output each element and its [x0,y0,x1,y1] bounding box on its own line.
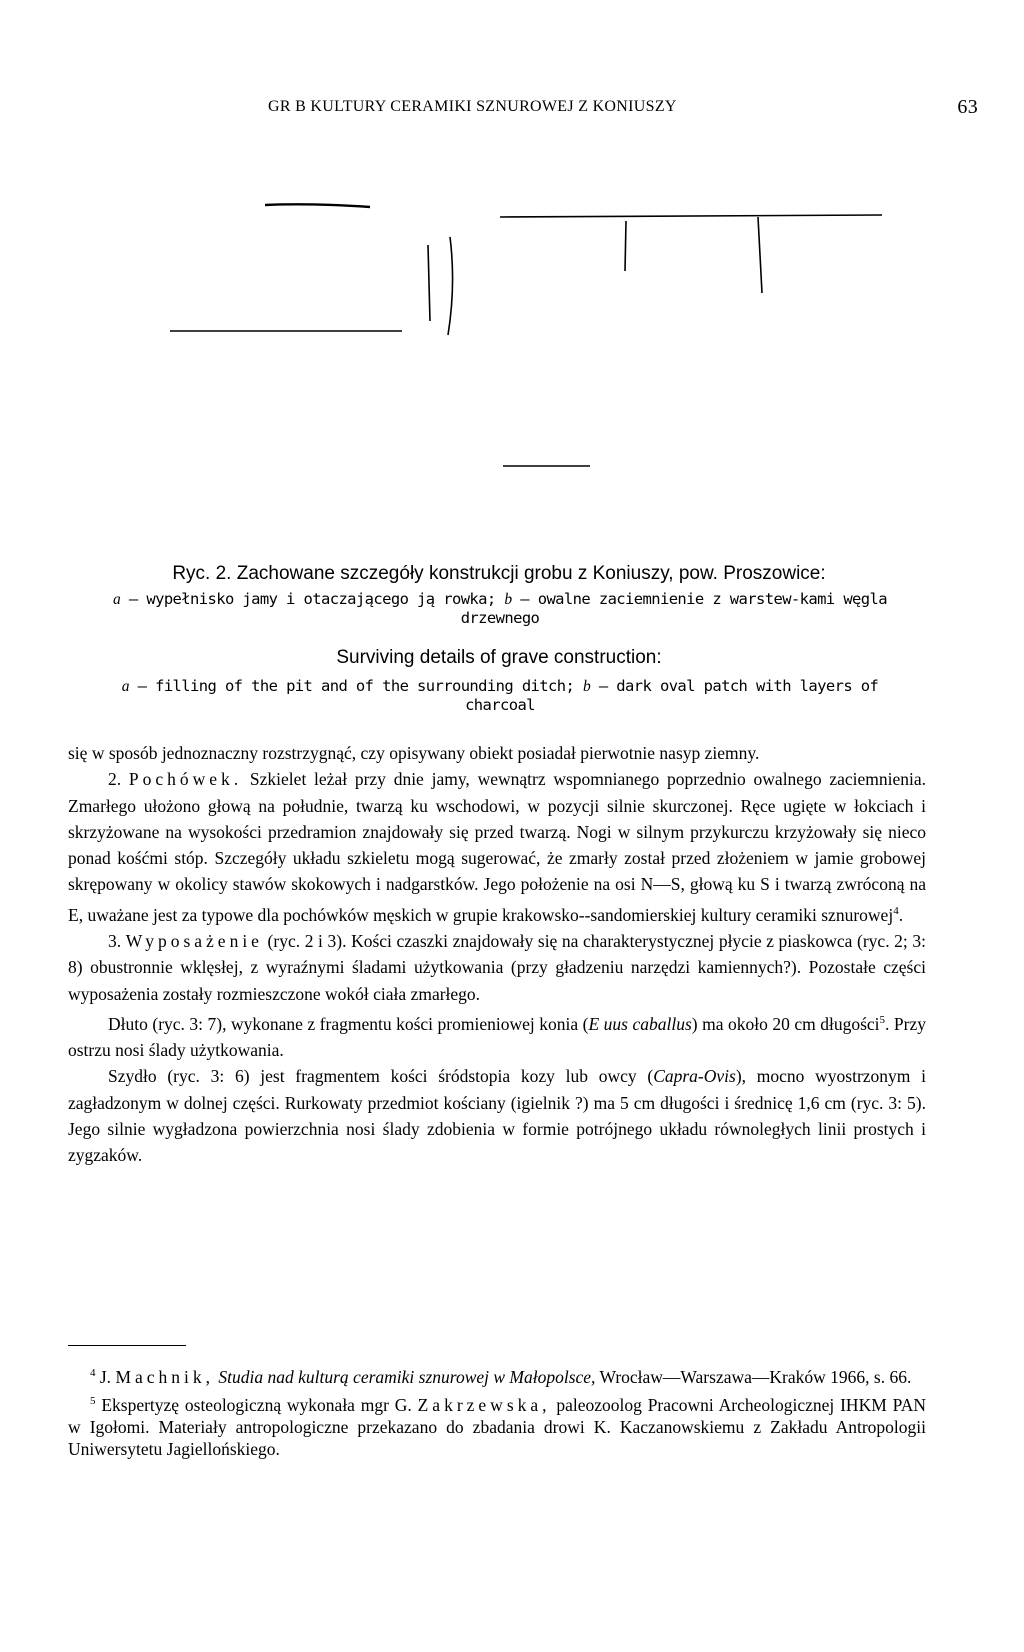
latin-name: Capra-Ovis [653,1066,736,1087]
page-number: 63 [957,96,978,118]
chisel-text-b: ) ma około 20 cm długości [691,1013,880,1034]
fig-line-vert-3 [625,221,626,271]
paragraph-chisel [68,1007,926,1063]
awl-text-b: ), mocno wyostrzonym i zagładzonym w dolnej części. Rurkowaty przedmiot kościany (igielnik ?) ma 5 cm długości i średnicę 1,6 cm (ryc. 3: 5). Jego silnie wygładzona powierzchnia nosi ślady zdobienia w formie potrójnego układu równoległych linii prostych i zygzaków. [68,1066,926,1166]
footnote-marker: 5 [90,1394,96,1407]
legend-b-marker: b [504,591,512,608]
section-heading-equipment: Wyposażenie [125,930,263,951]
caption-english-title: Surviving details of grave construction: [336,647,662,668]
equipment-text: (ryc. 2 i 3). Kości czaszki znajdowały się na charakterystycznej płycie z piaskowca (ryc. 2; 3: 8) obustronnie wklęsłej, z wyraźnymi śladami użytkowania (przy gładzeniu narzędzi kamiennych?). Pozostałe części wyposażenia zostały rozmieszczone wokół ciała zmarłego. [68,930,927,1004]
running-header [268,98,1004,116]
section-number: 3. [108,930,126,951]
grave-construction-figure [170,195,940,475]
chisel-text-a: Dłuto (ryc. 3: 7), wykonane z fragmentu kości promieniowej konia ( [108,1013,589,1034]
header-title: GR B KULTURY CERAMIKI SZNUROWEJ Z KONIUSZY [268,98,677,115]
caption-english-legend [100,677,900,714]
awl-text-a: Szydło (ryc. 3: 6) jest fragmentem kości śródstopia kozy lub owcy ( [108,1066,654,1087]
main-text [68,740,926,1168]
footnote-text: paleozoolog Pracowni Archeologicznej IHKM PAN w Igołomi. Materiały antropologiczne przekazano do zbadania drowi K. Kaczanowskiemu z Zakładu Antropologii Uniwersytetu Jagiellońskiego. [68,1394,926,1459]
footnote-author: Zakrzewska, [417,1394,551,1415]
section-heading-burial: Pochówek. [128,769,243,790]
caption-polish-title: Ryc. 2. Zachowane szczegóły konstrukcji grobu z Koniuszy, pow. Proszowice: [172,563,826,584]
legend-a-marker-en: a [121,678,129,695]
legend-a-text-en: — filling of the pit and of the surrounding ditch; [128,677,583,695]
footnote-divider [68,1345,186,1346]
footnotes [68,1362,926,1462]
legend-a-text: — wypełnisko jamy i otaczającego ją rowka; [120,590,505,608]
legend-a-marker: a [113,591,121,608]
caption-polish-legend [100,590,900,627]
footnote-marker: 4 [90,1367,96,1379]
fig-line-vert-2 [448,237,453,335]
fig-line-vert-1 [428,245,430,321]
fig-line-top-left [265,204,370,207]
footnote-ref-5[interactable]: 5 [879,1013,886,1026]
footnote-5 [68,1390,926,1460]
footnote-ref-4[interactable]: 4 [893,904,899,917]
legend-b-text-en: — dark oval patch with layers of charcoal [465,677,879,714]
section-number: 2. [108,769,129,790]
footnote-author: Machnik, [115,1366,215,1387]
period: . [898,904,904,925]
latin-name: E uus caballus [588,1013,692,1034]
footnote-title: Studia nad kulturą ceramiki sznurowej w Małopolsce, [214,1366,596,1387]
chisel-text-c: . Przy ostrzu nosi ślady użytkowania. [68,1013,926,1060]
fig-line-top-right [500,215,882,217]
footnote-text: J. [95,1366,116,1387]
fig-line-vert-4 [758,217,762,293]
paragraph-1: się w sposób jednoznaczny rozstrzygnąć, czy opisywany obiekt posiadał pierwotnie nasyp ziemny. [68,743,760,763]
legend-b-marker-en: b [582,678,591,695]
paragraph-burial [68,766,926,928]
paragraph-awl [68,1063,926,1168]
legend-b-text: — owalne zaciemnienie z warstew-kami węgla drzewnego [460,590,887,627]
burial-text: Szkielet leżał przy dnie jamy, wewnątrz wspomnianego poprzednio owalnego zaciemnienia. Zmarłego ułożono głową na południe, twarzą ku wschodowi, w pozycji silnie skurczonej. Ręce ugięte w łokciach i skrzyżowane na wysokości przedramion znajdowały się przed twarzą. Nogi w silnym przykurczu krzyżowały się nieco ponad kośćmi stóp. Szczegóły układu szkieletu mogą sugerować, że zmarły został przed złożeniem w jamie grobowej skrępowany w okolicy stawów skokowych i nadgarstków. Jego położenie na osi N—S, głową ku S i twarzą zwróconą na E, uważane jest za typowe dla pochówków męskich w grupie krakowsko--sandomierskiej kultury ceramiki sznurowej [68,769,927,925]
paragraph-equipment [68,928,926,1007]
footnote-text: Ekspertyzę osteologiczną wykonała mgr G. [95,1394,418,1415]
footnote-text: Wrocław—Warszawa—Kraków 1966, s. 66. [595,1366,912,1387]
footnote-4 [68,1362,926,1388]
